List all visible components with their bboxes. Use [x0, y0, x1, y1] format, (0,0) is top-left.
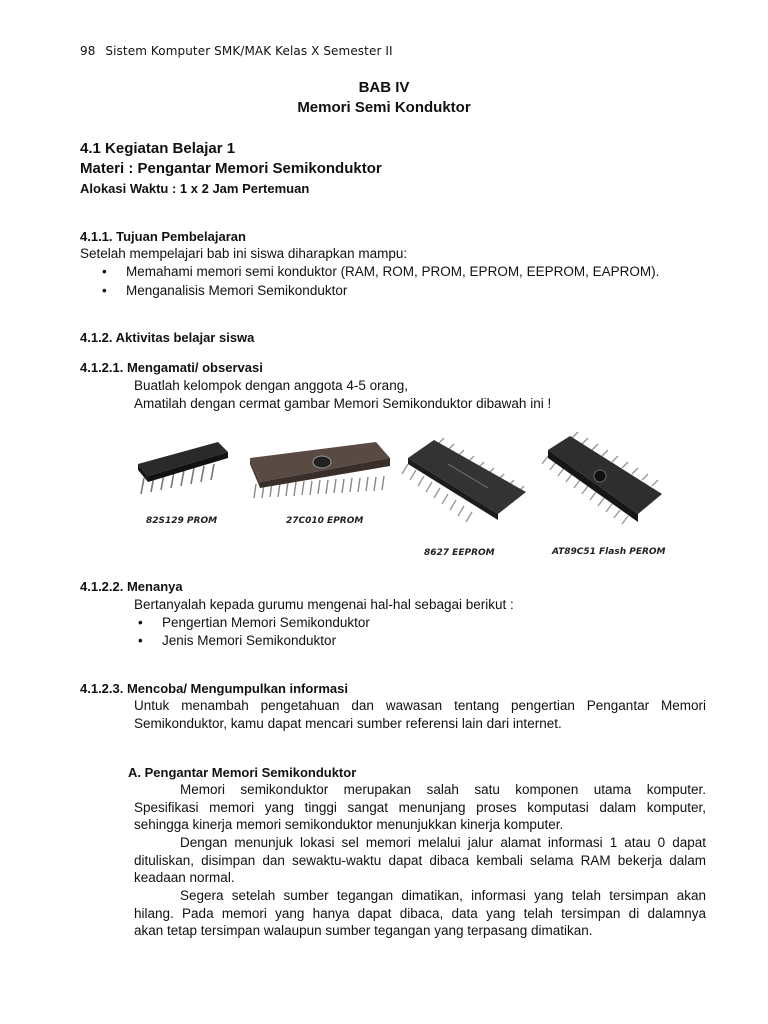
paragraph-line: hilang. Pada memori yang hanya dapat dibaca, data yang telah tersimpan di dalamnya [134, 905, 706, 921]
mengamati-line-2: Amatilah dengan cermat gambar Memori Semikonduktor dibawah ini ! [134, 396, 552, 411]
bullet-icon: • [138, 615, 143, 630]
section-a-paragraph-2 [134, 834, 706, 887]
page-header [80, 44, 393, 58]
list-item [102, 283, 348, 298]
menanya-heading: 4.1.2.2. Menanya [80, 579, 183, 594]
list-item-text: Jenis Memori Semikonduktor [162, 633, 337, 648]
chip-image-eprom [248, 438, 393, 526]
list-item-text: Pengertian Memori Semikonduktor [162, 615, 370, 630]
kegiatan-title: 4.1 Kegiatan Belajar 1 [80, 140, 236, 157]
section-a-heading: A. Pengantar Memori Semikonduktor [128, 765, 357, 780]
paragraph-line: keadaan normal. [134, 870, 235, 885]
bullet-icon: • [102, 264, 107, 279]
ic-chip-illustration [134, 434, 234, 514]
list-item-text: Menganalisis Memori Semikonduktor [126, 283, 348, 298]
list-item [138, 633, 337, 648]
paragraph-line: Untuk menambah pengetahuan dan wawasan tentang pengertian Pengantar Memori [134, 698, 706, 713]
paragraph-line: Memori semikonduktor merupakan salah satu komponen utama komputer. [180, 782, 706, 797]
paragraph-line: dituliskan, disimpan dan sewaktu-waktu dapat dibaca kembali selama RAM bekerja dalam [134, 852, 706, 868]
chip-image-prom [134, 434, 234, 526]
mengamati-heading: 4.1.2.1. Mengamati/ observasi [80, 360, 263, 375]
materi-title: Materi : Pengantar Memori Semikonduktor [80, 160, 382, 177]
section-a-paragraph-3 [134, 887, 706, 940]
alokasi-waktu: Alokasi Waktu : 1 x 2 Jam Pertemuan [80, 181, 310, 196]
mengamati-line-1: Buatlah kelompok dengan anggota 4-5 orang, [134, 378, 408, 393]
chapter-title: Memori Semi Konduktor [297, 99, 471, 116]
tujuan-heading: 4.1.1. Tujuan Pembelajaran [80, 229, 246, 244]
list-item [102, 264, 660, 279]
paragraph-line: Semikonduktor, kamu dapat mencari sumber referensi lain dari internet. [134, 715, 562, 731]
chapter-number: BAB IV [358, 79, 410, 96]
menanya-intro: Bertanyalah kepada gurumu mengenai hal-hal sebagai berikut : [134, 597, 514, 612]
book-title: Sistem Komputer SMK/MAK Kelas X Semester II [105, 44, 393, 58]
mencoba-heading: 4.1.2.3. Mencoba/ Mengumpulkan informasi [80, 681, 349, 696]
ic-chip-illustration [542, 430, 667, 540]
chip-label: 8627 EEPROM [424, 548, 495, 558]
chip-image-eeprom [398, 430, 533, 558]
mencoba-paragraph [134, 697, 706, 732]
chip-label: AT89C51 Flash PEROM [552, 547, 666, 557]
ic-chip-illustration [248, 438, 393, 510]
paragraph-line: Dengan menunjuk lokasi sel memori melalui jalur alamat informasi 1 atau 0 dapat [180, 835, 706, 850]
chip-label: 82S129 PROM [146, 516, 218, 526]
aktivitas-heading: 4.1.2. Aktivitas belajar siswa [80, 330, 255, 345]
bullet-icon: • [102, 283, 107, 298]
page-number: 98 [80, 44, 96, 58]
ic-chip-illustration [398, 430, 533, 530]
tujuan-intro: Setelah mempelajari bab ini siswa diharapkan mampu: [80, 246, 408, 261]
section-a-paragraph-1 [134, 781, 706, 834]
chip-image-flash [542, 430, 667, 557]
paragraph-line: Segera setelah sumber tegangan dimatikan, informasi yang telah tersimpan akan [180, 888, 706, 903]
chip-label: 27C010 EPROM [286, 516, 364, 526]
paragraph-line: sehingga kinerja memori semikonduktor menunjukkan kinerja komputer. [134, 817, 564, 832]
paragraph-line: Spesifikasi memori yang tinggi sangat menunjang proses komputasi dalam komputer, [134, 799, 706, 815]
bullet-icon: • [138, 633, 143, 648]
list-item [138, 615, 370, 630]
list-item-text: Memahami memori semi konduktor (RAM, ROM, PROM, EPROM, EEPROM, EAPROM). [126, 264, 660, 279]
paragraph-line: akan tetap tersimpan walaupun sumber tegangan yang terpasang dimatikan. [134, 923, 593, 938]
